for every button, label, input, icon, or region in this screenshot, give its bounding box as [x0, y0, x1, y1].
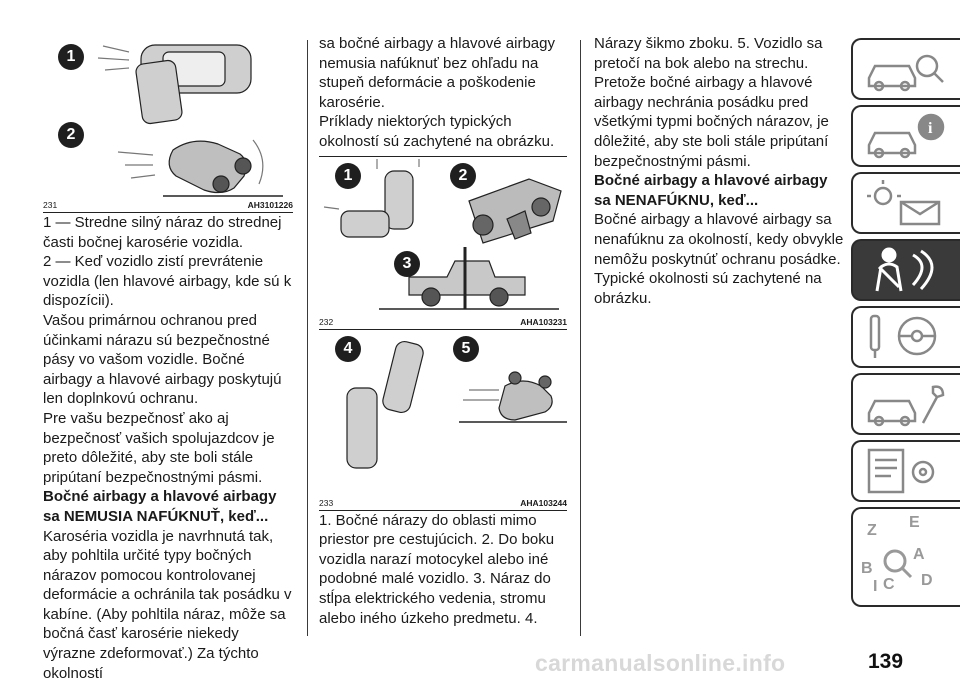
warning-light-envelope-icon	[861, 178, 951, 228]
car-magnifier-icon	[861, 44, 951, 94]
figure-badge: 2	[450, 163, 476, 189]
figure-number: 233	[319, 498, 333, 509]
index-letter: I	[873, 578, 877, 595]
figure-badge: 2	[58, 122, 84, 148]
index-letter: B	[861, 560, 873, 577]
tab-index[interactable]	[851, 507, 960, 607]
body-paragraph: 1. Bočné nárazy do oblasti mimo priestor pre cestujúcich. 2. Do boku vozidla narazí motocykel alebo iné podobné malé vozidlo. 3. Náraz do stĺpa elektrického vedenia, stromu alebo iného úzkeho predmetu. 4.	[319, 511, 567, 629]
column-2	[319, 34, 567, 628]
car-info-icon	[861, 111, 951, 161]
figure-number: 231	[43, 200, 57, 211]
figure-caption	[319, 317, 567, 330]
body-paragraph: Nárazy šikmo zboku. 5. Vozidlo sa pretočí na bok alebo na strechu.	[594, 34, 844, 73]
figure-code: AHA103244	[520, 498, 567, 509]
index-letter: Z	[867, 522, 877, 539]
index-letter: A	[913, 546, 925, 563]
figure-badge: 3	[394, 251, 420, 277]
page-number: 139	[868, 650, 903, 674]
body-paragraph: Pretože bočné airbagy a hlavové airbagy nechránia posádku pred všetkými typmi bočných nárazov, je dôležité, aby ste boli stále pripútaní bezpečnostnými pásmi.	[594, 73, 844, 171]
column-divider	[580, 40, 581, 636]
watermark: carmanualsonline.info	[535, 650, 785, 677]
body-paragraph: Bočné airbagy a hlavové airbagy sa nenafúknu za okolností, kedy obvykle nemôžu poskytnúť ochranu posádke. Typické okolnosti sú zachytené na obrázku.	[594, 210, 844, 308]
tab-technical-data[interactable]	[851, 440, 960, 502]
alphabet-index-icon	[861, 513, 951, 605]
figure-code: AHA103231	[520, 317, 567, 328]
svg-text:i: i	[928, 120, 933, 137]
body-paragraph: 1 — Stredne silný náraz do strednej časti bočnej karosérie vozidla.	[43, 213, 293, 252]
body-paragraph: sa bočné airbagy a hlavové airbagy nemusia nafúknuť bez ohľadu na stupeň deformácie a poškodenie karosérie.	[319, 34, 567, 112]
section-heading: Bočné airbagy a hlavové airbagy sa NENAFÚKNU, keď...	[594, 171, 844, 210]
figure-number: 232	[319, 317, 333, 328]
body-paragraph: Karoséria vozidla je navrhnutá tak, aby pohltila určité typy bočných nárazov pomocou kontrolovanej deformácie a ochránila tak posádku v kabíne. (Aby pohltila náraz, môže sa bočná časť karosérie niekedy výrazne zdeformovať.) Za týchto okolností	[43, 527, 293, 683]
column-3	[594, 34, 844, 308]
figure-caption	[43, 200, 293, 213]
figure-233	[319, 330, 567, 498]
car-wrench-icon	[861, 379, 951, 429]
section-heading: Bočné airbagy a hlavové airbagy sa NEMUSIA NAFÚKNUŤ, keď...	[43, 487, 293, 526]
index-letter: E	[909, 514, 920, 531]
tab-warning-lights[interactable]	[851, 172, 960, 234]
column-divider	[307, 40, 308, 636]
index-letter: D	[921, 572, 933, 589]
tab-car-info[interactable]	[851, 105, 960, 167]
body-paragraph: Príklady niektorých typických okolností sú zachytené na obrázku.	[319, 112, 567, 151]
side-impact-illustration	[43, 0, 293, 200]
figure-231	[43, 0, 293, 200]
figure-232	[319, 159, 567, 317]
figure-badge: 5	[453, 336, 479, 362]
figure-code: AH3101226	[248, 200, 293, 211]
key-steering-wheel-icon	[861, 312, 951, 362]
tab-safety[interactable]	[851, 239, 960, 301]
tab-starting-driving[interactable]	[851, 306, 960, 368]
figure-badge: 1	[335, 163, 361, 189]
figure-caption	[319, 498, 567, 511]
seat-belt-airbag-icon	[861, 245, 951, 295]
body-paragraph: Vašou primárnou ochranou pred účinkami nárazu sú bezpečnostné pásy vo vašom vozidle. Bočné airbagy a hlavové airbagy poskytujú len doplnkovú ochranu.	[43, 311, 293, 409]
body-paragraph: Pre vašu bezpečnosť ako aj bezpečnosť vašich spolujazdcov je preto dôležité, aby ste boli stále pripútaní bezpečnostnými pásmi.	[43, 409, 293, 487]
figure-badge: 1	[58, 44, 84, 70]
body-paragraph: 2 — Keď vozidlo zistí prevrátenie vozidla (len hlavové airbagy, kde sú k dispozícii).	[43, 252, 293, 311]
figure-badge: 4	[335, 336, 361, 362]
index-letter: C	[883, 576, 895, 593]
checklist-gear-icon	[861, 446, 951, 496]
column-1	[43, 0, 293, 683]
tab-maintenance[interactable]	[851, 373, 960, 435]
tab-car-magnifier[interactable]	[851, 38, 960, 100]
